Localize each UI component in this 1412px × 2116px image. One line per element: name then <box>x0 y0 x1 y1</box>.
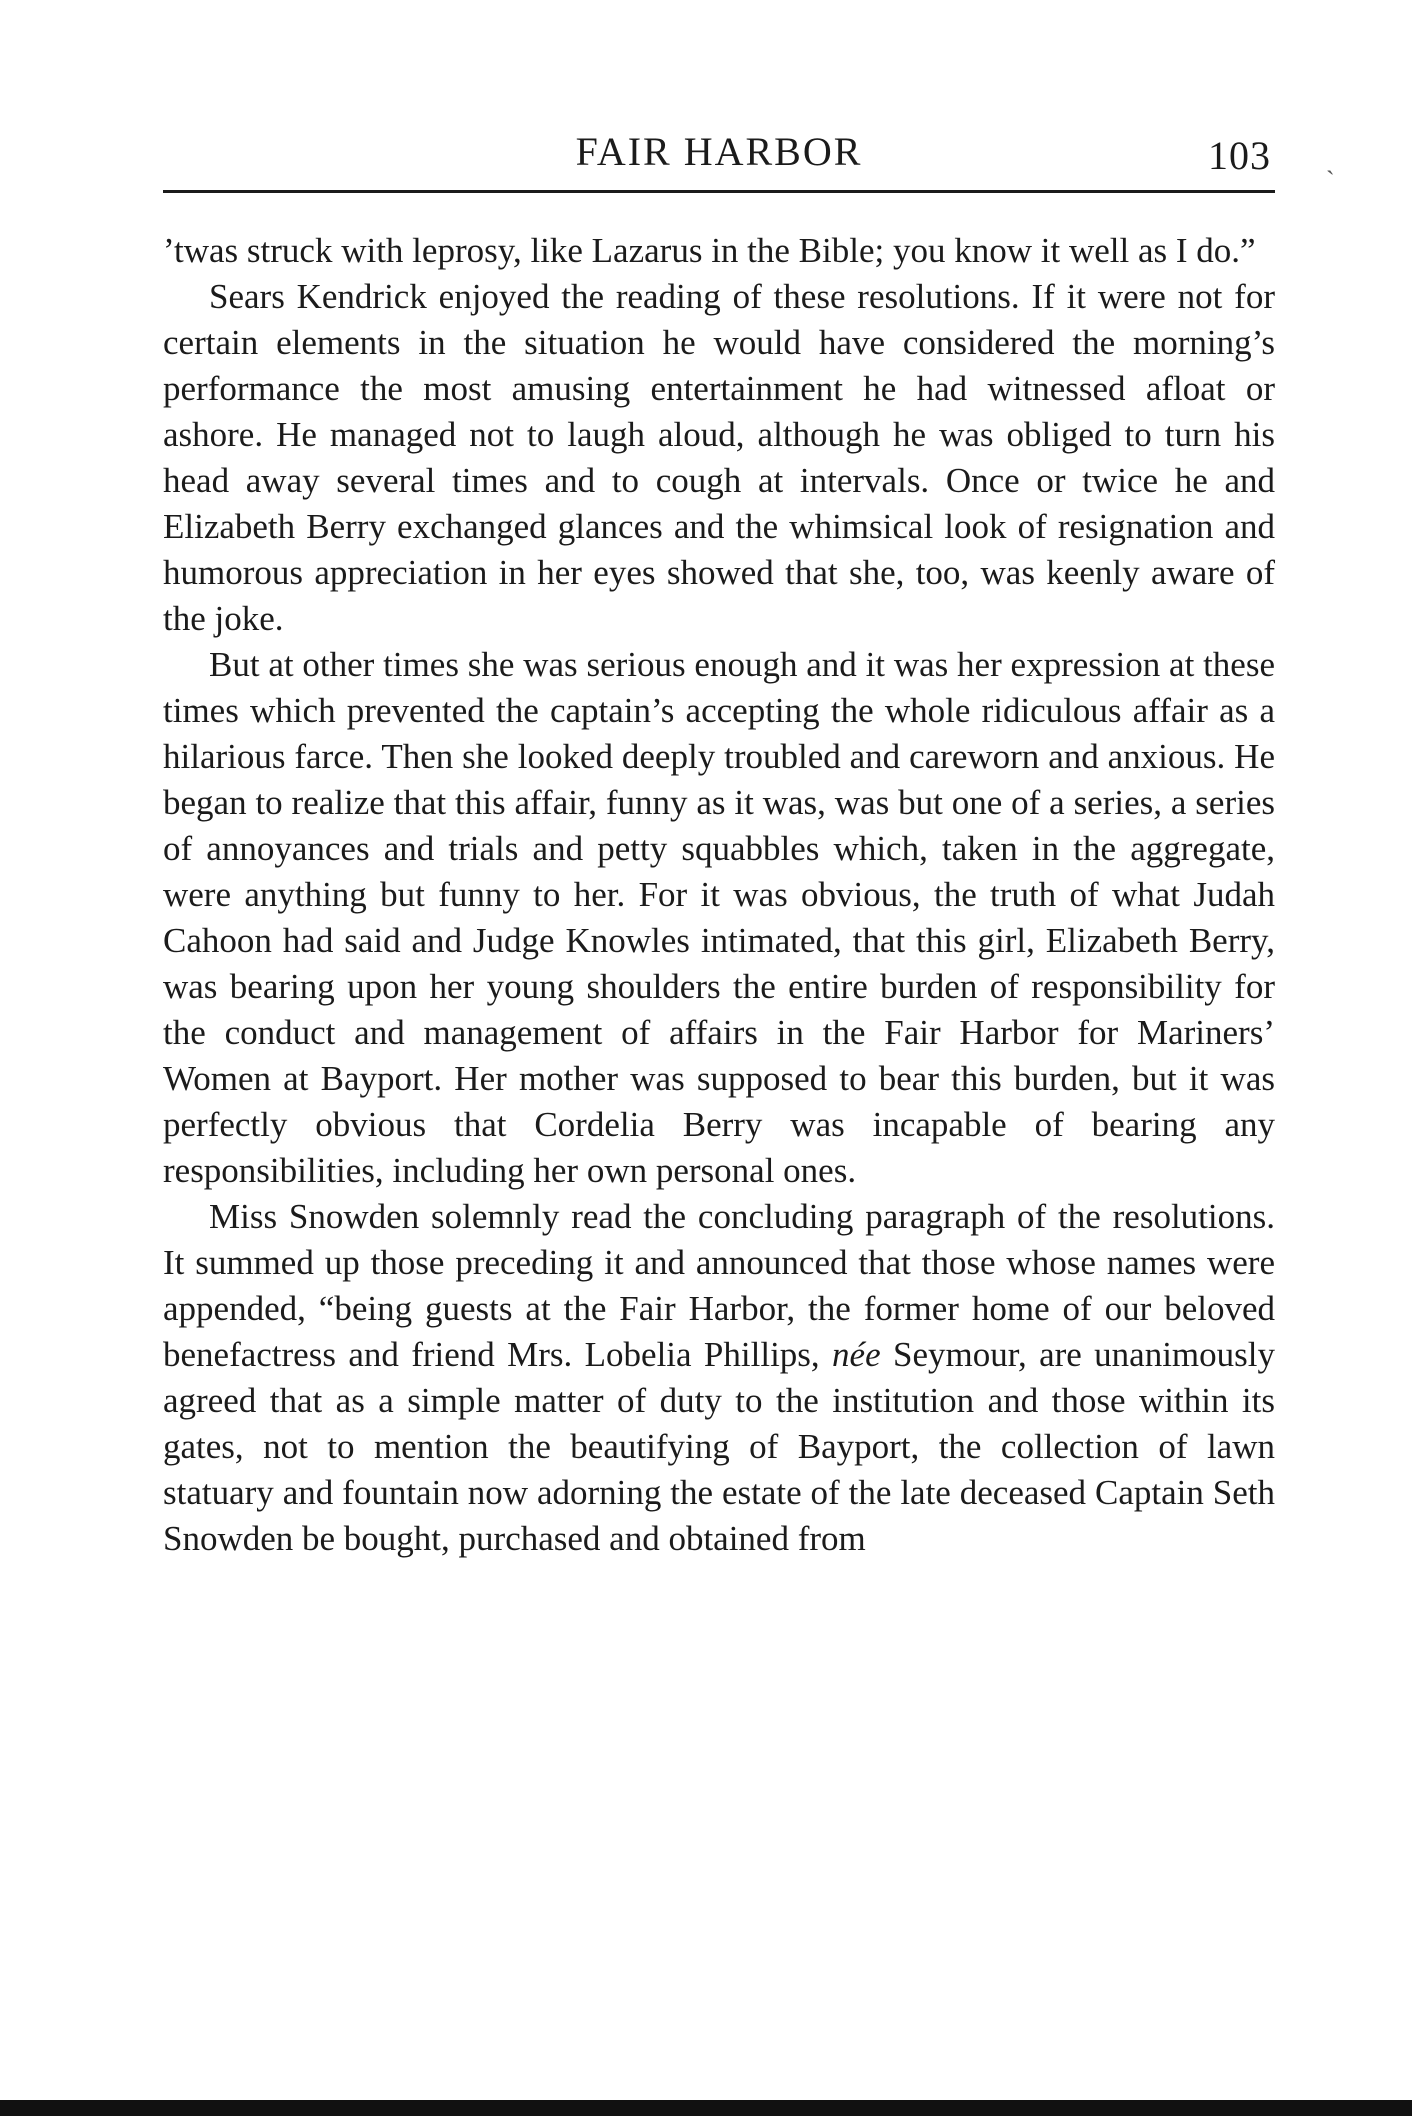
paragraph-miss-snowden <box>163 1194 1275 1562</box>
margin-mark: ˏ <box>1326 146 1335 175</box>
paragraph-text: Miss Snowden solemnly read the concluding paragraph of the resolutions. It summed up those preceding it and announced that those whose names were appended, “being guests at the Fair Harbor, the former home of our beloved benefactress and friend Mrs. Lobelia Phillips, <box>163 1197 1275 1374</box>
header-rule <box>163 190 1275 193</box>
paragraph-text: Seymour, are unanimously agreed that as a simple matter of duty to the institution and those within its gates, not to mention the beautifying of Bayport, the collection of lawn statuary and fountain now adorning the estate of the late deceased Captain Seth Snowden be bought, purchased and obtained from <box>163 1335 1275 1558</box>
body-text <box>163 228 1275 1562</box>
running-head: FAIR HARBOR <box>575 129 863 174</box>
page-number: 103 <box>1208 133 1271 178</box>
italic-nee: née <box>832 1335 881 1374</box>
paragraph-continued: ’twas struck with leprosy, like Lazarus in the Bible; you know it well as I do.” <box>163 231 1256 270</box>
paragraph-other-times: But at other times she was serious enough and it was her expression at these times which prevented the captain’s accepting the whole ridiculous affair as a hilarious farce. Then she looked deeply troubled and careworn and anxious. He began to realize that this affair, funny as it was, was but one of a series, a series of annoyances and trials and petty squabbles which, taken in the aggregate, were anything but funny to her. For it was obvious, the truth of what Judah Cahoon had said and Judge Knowles intimated, that this girl, Elizabeth Berry, was bearing upon her young shoulders the entire burden of responsibility for the conduct and management of affairs in the Fair Harbor for Mariners’ Women at Bayport. Her mother was supposed to bear this burden, but it was perfectly obvious that Cordelia Berry was incapable of bearing any responsibilities, including her own personal ones. <box>163 645 1275 1190</box>
scan-edge-bar <box>0 2100 1412 2116</box>
paragraph-sears-kendrick: Sears Kendrick enjoyed the reading of these resolutions. If it were not for certain elements in the situation he would have considered the morning’s performance the most amusing entertainment he had witnessed afloat or ashore. He managed not to laugh aloud, although he was obliged to turn his head away several times and to cough at intervals. Once or twice he and Elizabeth Berry exchanged glances and the whimsical look of resignation and humorous appreciation in her eyes showed that she, too, was keenly aware of the joke. <box>163 277 1275 638</box>
page-header <box>163 128 1275 188</box>
